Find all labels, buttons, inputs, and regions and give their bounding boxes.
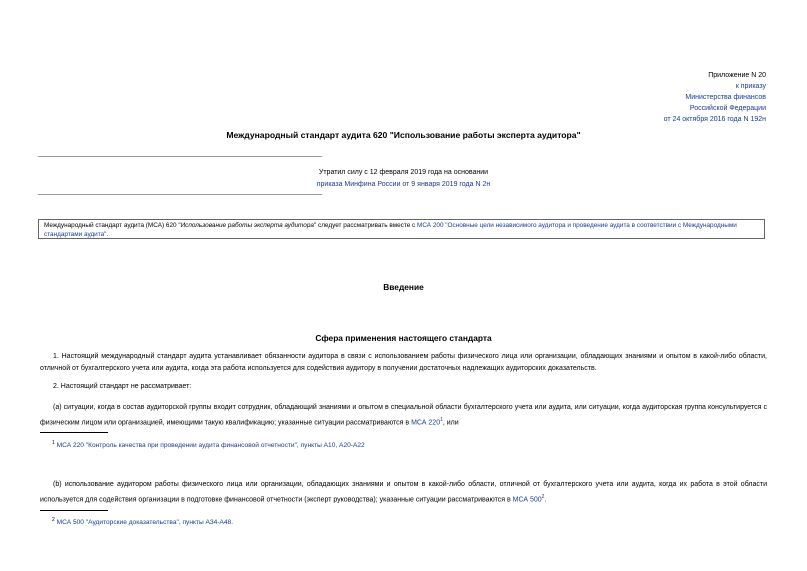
isa500-link[interactable]: МСА 500	[512, 496, 542, 504]
divider-top	[38, 156, 322, 157]
lost-force-line: Утратил силу с 12 февраля 2019 года на основании	[318, 169, 489, 176]
note-text-end: .	[106, 230, 109, 238]
paragraph-2: 2. Настоящий стандарт не рассматривает:	[53, 383, 192, 390]
appendix-ministry-link[interactable]: Министерства финансов	[685, 94, 766, 101]
footnote-ref-1[interactable]: 1	[440, 417, 443, 423]
paragraph-a	[40, 402, 767, 429]
footnote-2	[52, 515, 233, 528]
divider-bottom	[38, 194, 322, 195]
heading-scope: Сфера применения настоящего стандарта	[315, 333, 492, 343]
appendix-number: Приложение N 20	[708, 72, 766, 79]
paragraph-b-end: .	[544, 496, 547, 504]
footnote-divider-1	[40, 432, 108, 433]
footnote-1	[52, 438, 365, 451]
isa220-link[interactable]: МСА 220	[411, 419, 441, 427]
appendix-date-link[interactable]: от 24 октября 2016 года N 192н	[663, 116, 766, 123]
footnote-divider-2	[40, 510, 108, 511]
footnote-1-link[interactable]: МСА 220 "Контроль качества при проведении аудита финансовой отчетности", пункты А10, А20-А22	[56, 442, 365, 450]
note-box	[38, 219, 765, 239]
appendix-header	[664, 70, 766, 125]
paragraph-b	[40, 479, 767, 506]
footnote-1-mark: 1	[52, 440, 55, 446]
appendix-order-link[interactable]: к приказу	[735, 83, 766, 90]
footnote-2-mark: 2	[52, 517, 55, 523]
document-title: Международный стандарт аудита 620 "Использование работы эксперта аудитора"	[226, 130, 581, 140]
heading-introduction: Введение	[383, 282, 424, 292]
paragraph-a-end: , или	[442, 419, 459, 427]
lost-force-order-link[interactable]: приказа Минфина России от 9 января 2019 года N 2н	[316, 181, 491, 188]
footnote-ref-2[interactable]: 2	[541, 494, 545, 500]
note-italic-title: Использование работы эксперта аудитора	[180, 222, 314, 229]
paragraph-1: 1. Настоящий международный стандарт аудита устанавливает обязанности аудитора в связи с использованием работы физического лица или организации, обладающих знаниями и опытом в какой-либо области, отличной от бухгалтерского учета или аудита, когда эта работа используется для содействия аудитору в получении достаточных надлежащих аудиторских доказательств.	[40, 353, 767, 372]
note-text-start: Международный стандарт аудита (МСА) 620 "	[44, 222, 181, 229]
paragraph-b-text: (b) использование аудитором работы физического лица или организации, обладающих знаниями и опытом в какой-либо области, отличной от бухгалтерского учета или аудита, когда их работа в этой области используется для содействия организации в подготовке финансовой отчетности (эксперт руководства); указанные ситуации рассматриваются в	[40, 481, 767, 504]
appendix-federation-link[interactable]: Российской Федерации	[689, 105, 766, 112]
note-text-middle: " следует рассматривать вместе с	[313, 222, 417, 229]
paragraph-a-text: (a) ситуации, когда в состав аудиторской группы входит сотрудник, обладающий знаниями и опытом в специальной области бухгалтерского учета или аудита, или ситуации, когда аудиторская группа консультируется с физическим лицом или организацией, имеющими такую квалификацию; указанные ситуации рассматриваются в	[40, 404, 767, 427]
note-isa200-link[interactable]: МСА 200 "Основные цели независимого аудитора и проведение аудита в соответствии с Международными стандартами аудита"	[44, 222, 737, 238]
footnote-2-link[interactable]: МСА 500 "Аудиторские доказательства", пункты А34-А48.	[56, 519, 234, 527]
